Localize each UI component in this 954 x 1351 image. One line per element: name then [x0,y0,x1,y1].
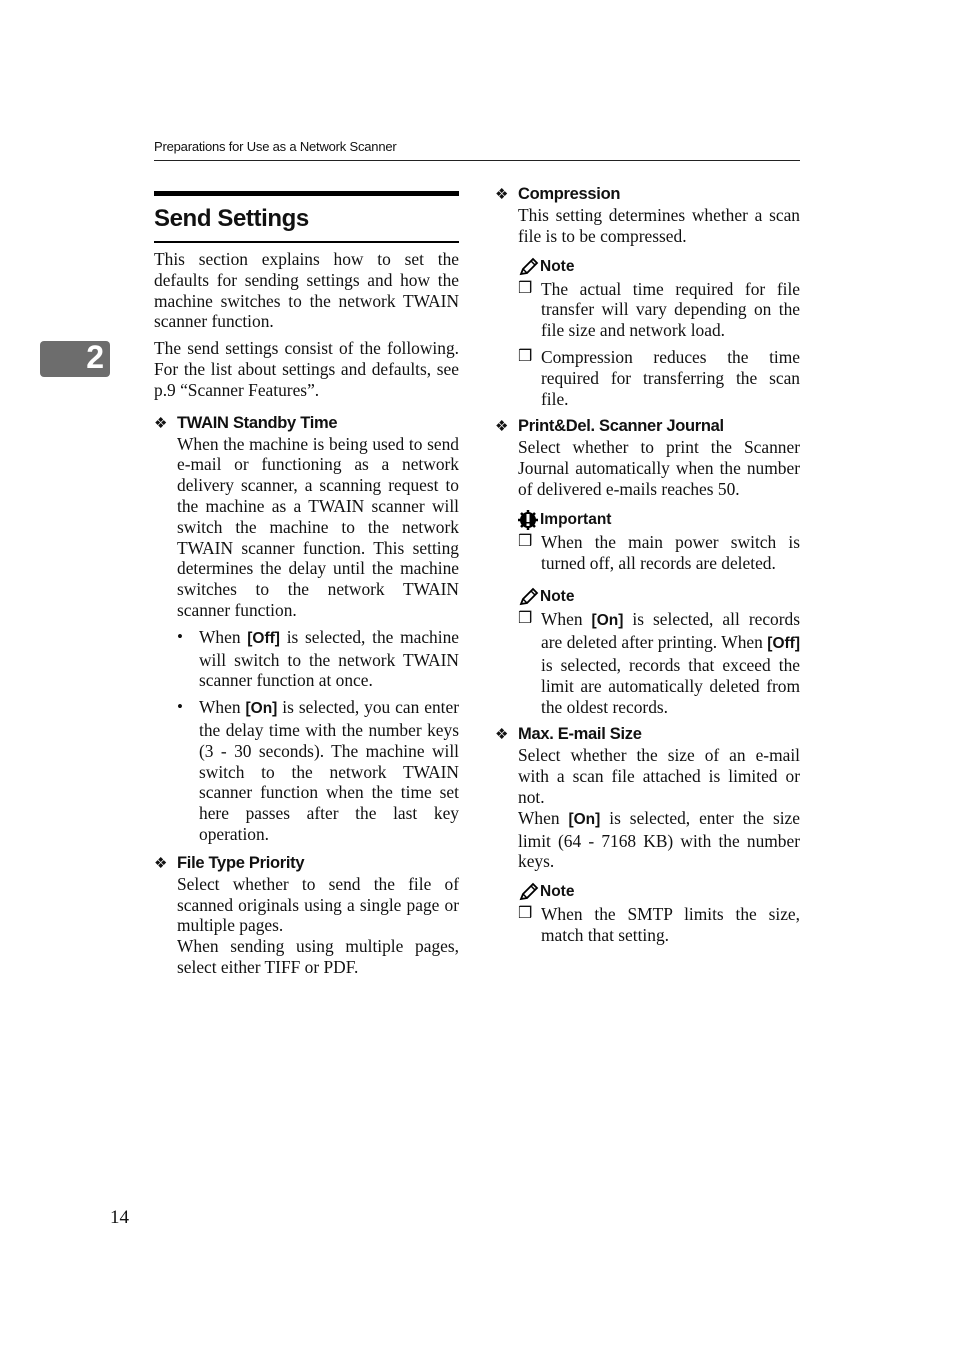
chapter-number: 2 [86,339,104,375]
important-callout [518,510,800,574]
pencil-note-icon [518,257,540,277]
checkbox-bullet-icon: ❒ [518,610,533,628]
note-item: ❒ When the SMTP limits the size, match that setting. [518,904,800,945]
checkbox-bullet-icon: ❒ [518,347,533,365]
bullet-dot-icon: • [177,626,183,646]
important-icon [518,510,540,530]
bullet-text: When [On] is selected, you can enter the delay time with the number keys (3 - 30 seconds). The machine will switch to the network TWAIN scanner function when the time set here passes after the last key operation. [199,697,460,844]
setting-scanner-journal [495,417,800,717]
page-number: 14 [110,1207,129,1228]
setting-title: TWAIN Standby Time [177,413,338,432]
note-callout [518,587,800,717]
diamond-bullet-icon: ❖ [495,419,509,436]
setting-file-type-priority [154,854,459,978]
diamond-bullet-icon: ❖ [154,855,168,872]
pencil-note-icon [518,587,540,607]
setting-description: Select whether the size of an e-mail with a scan file attached is limited or not. [518,745,800,807]
section-rule-bottom [154,241,459,243]
key-label-on: [On] [245,700,278,718]
running-header-title: Preparations for Use as a Network Scanner [154,139,397,154]
setting-compression [495,185,800,409]
diamond-bullet-icon: ❖ [154,415,168,432]
setting-heading [495,725,800,744]
setting-description: When sending using multiple pages, select either TIFF or PDF. [177,936,459,977]
setting-description: Select whether to send the file of scanned originals using a single page or multiple pages. [177,873,459,936]
note-label: Note [540,883,575,901]
note-label: Note [540,257,575,275]
setting-heading [154,854,459,873]
list-item [177,627,459,691]
note-item: ❒ When [On] is selected, all records are deleted after printing. When [Off] is selected, records that exceed the limit are automatically deleted from the oldest records. [518,609,800,717]
intro-paragraph: This section explains how to set the defaults for sending settings and how the machine switches to the network TWAIN scanner function. [154,249,459,332]
checkbox-bullet-icon: ❒ [518,279,533,297]
right-column [495,185,800,952]
list-item [177,697,459,845]
bullet-list [177,627,459,845]
note-item: ❒ Compression reduces the time required for transferring the scan file. [518,346,800,409]
key-label-off: [Off] [767,635,800,653]
note-label: Note [540,588,575,606]
note-callout [518,882,800,946]
setting-title: Print&Del. Scanner Journal [518,417,724,436]
checkbox-bullet-icon: ❒ [518,905,533,923]
key-label-off: [Off] [247,629,280,647]
important-label: Important [540,510,612,528]
section-title: Send Settings [154,205,309,232]
setting-description: When the machine is being used to send e-mail or functioning as a network delivery scanner, a scanning request to the machine as a TWAIN scanner will switch the machine to the network TWAIN scanner function. This setting determines the delay until the machine switches to the network TWAIN scanner function. [177,433,459,620]
setting-title: Compression [518,185,621,203]
setting-description: Select whether to print the Scanner Journal automatically when the number of delivered e-mails reaches 50. [518,437,800,499]
chapter-tab [40,341,110,377]
running-header [154,138,800,161]
key-label-on: [On] [591,612,624,630]
intro-paragraph: The send settings consist of the following. For the list about settings and defaults, see p.9 “Scanner Features”. [154,338,459,400]
bullet-text: When [Off] is selected, the machine will switch to the network TWAIN scanner function at once. [199,626,459,691]
pencil-note-icon [518,882,540,902]
diamond-bullet-icon: ❖ [495,187,509,203]
checkbox-bullet-icon: ❒ [518,532,533,550]
setting-description: This setting determines whether a scan file is to be compressed. [518,205,800,246]
setting-heading [495,185,800,204]
setting-title: Max. E-mail Size [518,725,642,744]
setting-title: File Type Priority [177,853,305,872]
diamond-bullet-icon: ❖ [495,727,509,744]
section-rule-top [154,191,459,196]
note-item: ❒ The actual time required for file transfer will vary depending on the file size and network load. [518,278,800,341]
setting-heading [495,417,800,436]
note-callout [518,257,800,410]
bullet-dot-icon: • [177,697,183,717]
important-item: ❒ When the main power switch is turned off, all records are deleted. [518,531,800,573]
setting-description: When [On] is selected, enter the size limit (64 - 7168 KB) with the number keys. [518,807,800,872]
setting-heading [154,414,459,433]
setting-twain-standby-time [154,414,459,845]
setting-max-email-size [495,725,800,945]
left-column [154,191,459,978]
key-label-on: [On] [568,810,601,828]
